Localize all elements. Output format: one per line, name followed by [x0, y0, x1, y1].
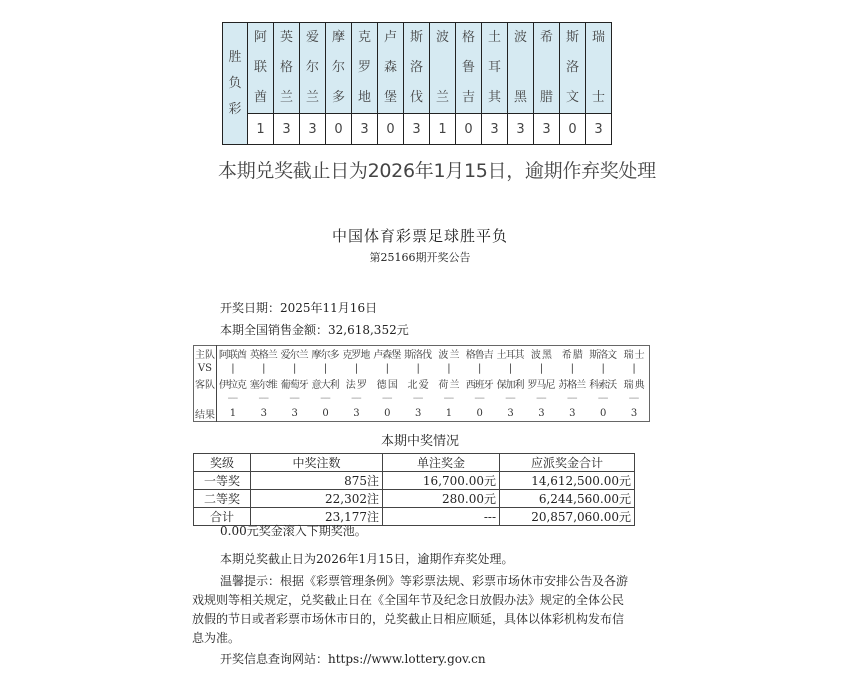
result-cell: 3: [586, 114, 612, 145]
match-result: 0: [384, 408, 390, 419]
dash-mark: ----: [381, 393, 392, 404]
home-label: 主队: [194, 346, 217, 362]
prize-header: 应派奖金合计: [500, 454, 635, 472]
match-result: 0: [322, 408, 328, 419]
match-result: 3: [291, 408, 297, 419]
home-team: 波 黑: [530, 350, 552, 361]
result-cell: 3: [404, 114, 430, 145]
prize-row: [194, 472, 635, 490]
result-cell: 3: [300, 114, 326, 145]
prize-level: 合计: [194, 508, 251, 526]
result-row: [194, 406, 650, 422]
team-char: 士: [591, 90, 605, 105]
team-char: 伐: [409, 90, 423, 105]
result-cell: 0: [560, 114, 586, 145]
dash-mark: ----: [474, 393, 484, 404]
team-char: 兰: [305, 90, 319, 105]
home-team: 阿联酋: [218, 350, 246, 361]
dash-mark: ----: [320, 393, 330, 404]
match-result: 0: [600, 408, 606, 419]
team-char: 克: [357, 30, 371, 45]
team-char: 多: [331, 90, 345, 105]
prize-title: 本期中奖情况: [380, 434, 459, 449]
result-cell: 3: [534, 114, 560, 145]
dash-mark: ----: [567, 393, 577, 404]
winner-count: 875注: [251, 472, 383, 490]
row-label-char: 负: [228, 75, 242, 91]
vs-mark: |: [323, 363, 327, 374]
team-char: 摩: [331, 30, 345, 45]
team-char: 堡: [383, 90, 397, 105]
away-team: 法 罗: [345, 380, 366, 391]
vs-mark: |: [292, 363, 296, 374]
dash-mark: ----: [289, 393, 299, 404]
result-cell: 0: [378, 114, 404, 145]
dash-row: [194, 391, 650, 406]
vs-mark: |: [632, 363, 635, 374]
dash-mark: ----: [628, 393, 639, 404]
match-result: 3: [507, 408, 513, 419]
announcement-title: 中国体育彩票足球胜平负: [331, 227, 508, 245]
match-result: 3: [538, 408, 544, 419]
announcement-subtitle: 第25166期开奖公告: [369, 251, 471, 264]
deadline-text: 本期兑奖截止日为2026年1月15日，逾期作弃奖处理。: [220, 552, 514, 566]
home-team: 克罗地: [342, 350, 370, 361]
prize-amount: 280.00元: [383, 490, 500, 508]
team-header-row: [223, 23, 612, 114]
row-label-char: 彩: [228, 101, 242, 117]
home-team: 英格兰: [249, 350, 277, 361]
home-team: 土耳其: [496, 350, 524, 361]
home-team: 摩尔多: [311, 350, 339, 361]
team-cell: [482, 23, 508, 114]
vs-mark: |: [447, 363, 450, 374]
home-team: 卢森堡: [373, 350, 401, 361]
row-label-cell: [223, 23, 248, 145]
home-row: [194, 346, 650, 362]
result-cell: 3: [274, 114, 300, 145]
vs-mark: |: [478, 363, 481, 374]
result-cell: 0: [326, 114, 352, 145]
away-team: 葡萄牙: [280, 380, 308, 391]
team-char: 黑: [513, 90, 527, 105]
team-char: 洛: [565, 60, 579, 75]
team-cell: [404, 23, 430, 114]
away-team: 塞尔维: [249, 380, 277, 391]
dash-mark: ----: [597, 393, 608, 404]
home-team: 希 腊: [561, 350, 582, 361]
team-cell: [378, 23, 404, 114]
dash-mark: ----: [443, 393, 454, 404]
match-table: [193, 345, 650, 422]
match-result: 3: [353, 408, 359, 419]
team-char: 格: [279, 60, 293, 75]
team-cell: [274, 23, 300, 114]
vs-mark: |: [570, 363, 573, 374]
vs-mark: |: [354, 363, 358, 374]
team-cell: [352, 23, 378, 114]
team-char: 爱: [305, 30, 319, 45]
dash-mark: ----: [258, 393, 268, 404]
rollover-text: 0.00元奖金滚入下期奖池。: [220, 524, 367, 538]
team-char: 洛: [409, 60, 423, 75]
dash-mark: ----: [412, 393, 423, 404]
team-char: 酋: [253, 90, 267, 105]
team-char: [430, 53, 455, 83]
empty-label: [194, 391, 217, 406]
vs-mark: |: [508, 363, 512, 374]
result-cell: 0: [456, 114, 482, 145]
away-team: 意大利: [311, 380, 339, 391]
vs-mark: |: [601, 363, 604, 374]
result-cell: 3: [482, 114, 508, 145]
team-cell: [534, 23, 560, 114]
vs-mark: |: [231, 363, 234, 374]
result-cell: 1: [430, 114, 456, 145]
team-char: 斯: [409, 30, 423, 45]
prize-table: [193, 453, 635, 526]
row-label-char: 胜: [228, 49, 242, 65]
vs-row: [194, 361, 650, 376]
team-char: [508, 53, 533, 83]
team-char: 森: [383, 60, 397, 75]
prize-amount: ---: [383, 508, 500, 526]
team-char: 阿: [253, 30, 267, 45]
team-char: 罗: [357, 60, 371, 75]
away-team: 苏格兰: [558, 380, 586, 391]
match-result: 1: [445, 408, 452, 419]
result-cell: 3: [352, 114, 378, 145]
result-row: [223, 114, 612, 145]
draw-date: 开奖日期：2025年11月16日: [220, 301, 378, 315]
away-team: 德 国: [376, 380, 397, 391]
vs-mark: |: [539, 363, 543, 374]
team-cell: [300, 23, 326, 114]
team-char: 地: [357, 90, 371, 105]
prize-row: [194, 490, 635, 508]
team-char: 尔: [305, 60, 319, 75]
team-char: 联: [253, 60, 267, 75]
team-cell: [326, 23, 352, 114]
team-cell: [248, 23, 274, 114]
sales-amount: 本期全国销售金额：32,618,352元: [220, 323, 409, 337]
prize-total: 14,612,500.00元: [500, 472, 635, 490]
away-team: 保加利: [496, 380, 524, 391]
away-team: 西班牙: [465, 380, 493, 391]
home-team: 爱尔兰: [280, 350, 308, 361]
results-table: [222, 22, 612, 145]
away-team: 伊拉克: [218, 380, 246, 391]
vs-mark: |: [262, 363, 265, 374]
dash-mark: ----: [351, 393, 361, 404]
team-char: 兰: [279, 90, 293, 105]
home-team: 波 兰: [438, 350, 459, 361]
deadline-notice: 本期兑奖截止日为2026年1月15日，逾期作弃奖处理: [218, 160, 656, 182]
team-char: 吉: [461, 90, 475, 105]
away-team: 瑞 典: [623, 380, 644, 391]
team-char: 格: [461, 30, 475, 45]
away-team: 北 爱: [407, 380, 428, 391]
team-char: 波: [513, 30, 527, 45]
dash-mark: ----: [536, 393, 546, 404]
vs-mark: |: [385, 363, 388, 374]
dash-mark: ----: [227, 393, 238, 404]
match-result: 3: [630, 408, 637, 419]
team-char: 兰: [435, 90, 449, 105]
team-char: 英: [279, 30, 293, 45]
away-label: 客队: [194, 376, 217, 391]
match-result: 3: [260, 408, 266, 419]
prize-total: 6,244,560.00元: [500, 490, 635, 508]
match-result: 3: [569, 408, 575, 419]
team-char: 瑞: [591, 30, 605, 45]
result-cell: 3: [508, 114, 534, 145]
dash-mark: ----: [505, 393, 515, 404]
match-result: 3: [414, 408, 421, 419]
team-char: 卢: [383, 30, 397, 45]
team-char: 土: [487, 30, 501, 45]
prize-header: 中奖注数: [251, 454, 383, 472]
prize-level: 一等奖: [194, 472, 251, 490]
result-label: 结果: [194, 406, 217, 422]
team-char: 尔: [331, 60, 345, 75]
team-char: 文: [565, 90, 579, 105]
away-team: 科索沃: [589, 380, 617, 391]
prize-level: 二等奖: [194, 490, 251, 508]
team-cell: [586, 23, 612, 114]
team-cell: [430, 23, 456, 114]
match-result: 0: [476, 408, 482, 419]
team-cell: [508, 23, 534, 114]
team-char: 其: [487, 90, 501, 105]
team-char: 耳: [487, 60, 501, 75]
result-cell: 1: [248, 114, 274, 145]
prize-header: 奖级: [194, 454, 251, 472]
away-team: 荷 兰: [438, 380, 459, 391]
winner-count: 23,177注: [251, 508, 383, 526]
prize-header: 单注奖金: [383, 454, 500, 472]
home-team: 格鲁吉: [465, 350, 493, 361]
team-cell: [560, 23, 586, 114]
home-team: 斯洛文: [589, 350, 617, 361]
team-char: [534, 53, 559, 83]
team-char: 斯: [565, 30, 579, 45]
vs-mark: |: [416, 363, 419, 374]
tip-text: 温馨提示：根据《彩票管理条例》等彩票法规、彩票市场休市安排公告及各游戏规则等相关规定，兑奖截止日在《全国年节及纪念日放假办法》规定的全体公民放假的节日或者彩票市场休市日的，兑奖截止日相应顺延，具体以体彩机构发布信息为准。: [192, 574, 629, 645]
match-result: 1: [229, 408, 236, 419]
team-char: 波: [435, 30, 449, 45]
website-text: 开奖信息查询网站：https://www.lottery.gov.cn: [220, 652, 486, 666]
prize-header-row: [194, 454, 635, 472]
winner-count: 22,302注: [251, 490, 383, 508]
vs-label: VS: [194, 361, 217, 376]
team-char: [586, 53, 611, 83]
home-team: 斯洛伐: [404, 350, 432, 361]
team-char: 鲁: [461, 60, 475, 75]
home-team: 瑞 士: [623, 350, 644, 361]
prize-amount: 16,700.00元: [383, 472, 500, 490]
team-cell: [456, 23, 482, 114]
away-row: [194, 376, 650, 391]
team-char: 希: [539, 30, 553, 45]
team-char: 腊: [539, 90, 553, 105]
away-team: 罗马尼: [527, 380, 555, 391]
prize-total: 20,857,060.00元: [500, 508, 635, 526]
